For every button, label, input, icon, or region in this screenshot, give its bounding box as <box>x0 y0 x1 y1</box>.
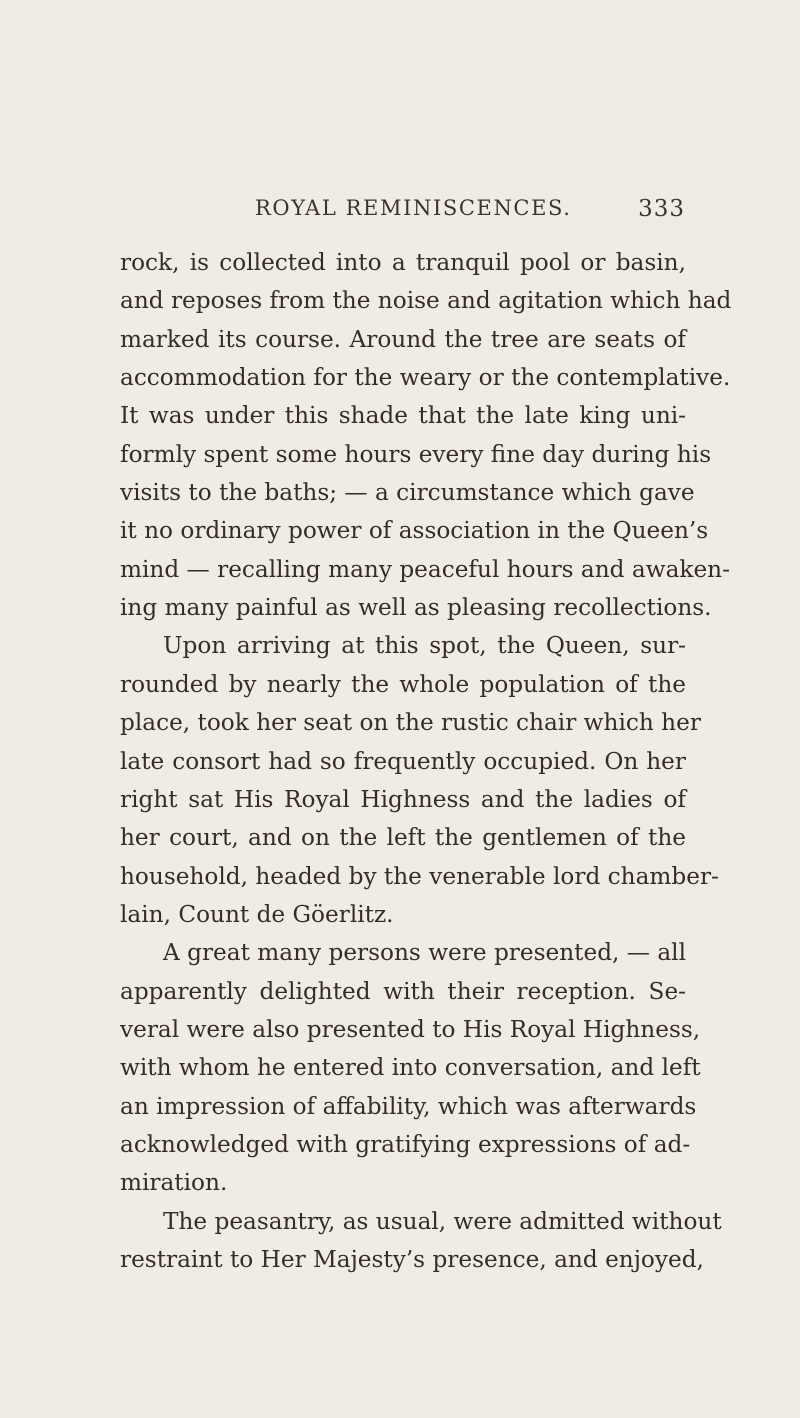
text-line: restraint to Her Majesty’s presence, and enjoyed, <box>120 1246 704 1273</box>
text-line: It was under this shade that the late king uni- <box>120 402 686 429</box>
text-line: formly spent some hours every fine day during his <box>120 441 712 468</box>
text-line: apparently delighted with their reception. Se- <box>120 978 686 1005</box>
text-line: rock, is collected into a tranquil pool or basin, <box>120 249 686 276</box>
text-line: late consort had so frequently occupied. On her <box>120 748 686 775</box>
text-line: household, headed by the venerable lord chamber- <box>120 863 719 890</box>
paragraph-first-line: Upon arriving at this spot, the Queen, sur- <box>163 632 686 659</box>
text-line: place, took her seat on the rustic chair which her <box>120 709 701 736</box>
text-line: accommodation for the weary or the contemplative. <box>120 364 731 391</box>
paragraph-last-line: lain, Count de Göerlitz. <box>120 901 394 928</box>
text-line: and reposes from the noise and agitation which had <box>120 287 732 314</box>
paragraph-first-line: The peasantry, as usual, were admitted without <box>163 1208 722 1235</box>
text-line: with whom he entered into conversation, and left <box>120 1054 701 1081</box>
text-line: her court, and on the left the gentlemen of the <box>120 824 686 851</box>
paragraph-first-line: A great many persons were presented, — all <box>163 939 686 966</box>
page-number: 333 <box>638 196 685 222</box>
text-line: visits to the baths; — a circumstance which gave <box>120 479 695 506</box>
text-line: an impression of affability, which was afterwards <box>120 1093 697 1120</box>
text-line: rounded by nearly the whole population of the <box>120 671 686 698</box>
text-line: veral were also presented to His Royal Highness, <box>120 1016 701 1043</box>
text-line: marked its course. Around the tree are seats of <box>120 326 686 353</box>
paragraph-last-line: miration. <box>120 1169 228 1196</box>
text-line: right sat His Royal Highness and the ladies of <box>120 786 686 813</box>
text-line: ing many painful as well as pleasing recollections. <box>120 594 712 621</box>
text-line: mind — recalling many peaceful hours and awaken- <box>120 556 730 583</box>
text-line: it no ordinary power of association in the Queen’s <box>120 517 709 544</box>
running-title: ROYAL REMINISCENCES. <box>255 196 572 220</box>
text-line: acknowledged with gratifying expressions of ad- <box>120 1131 691 1158</box>
running-head <box>255 196 685 228</box>
